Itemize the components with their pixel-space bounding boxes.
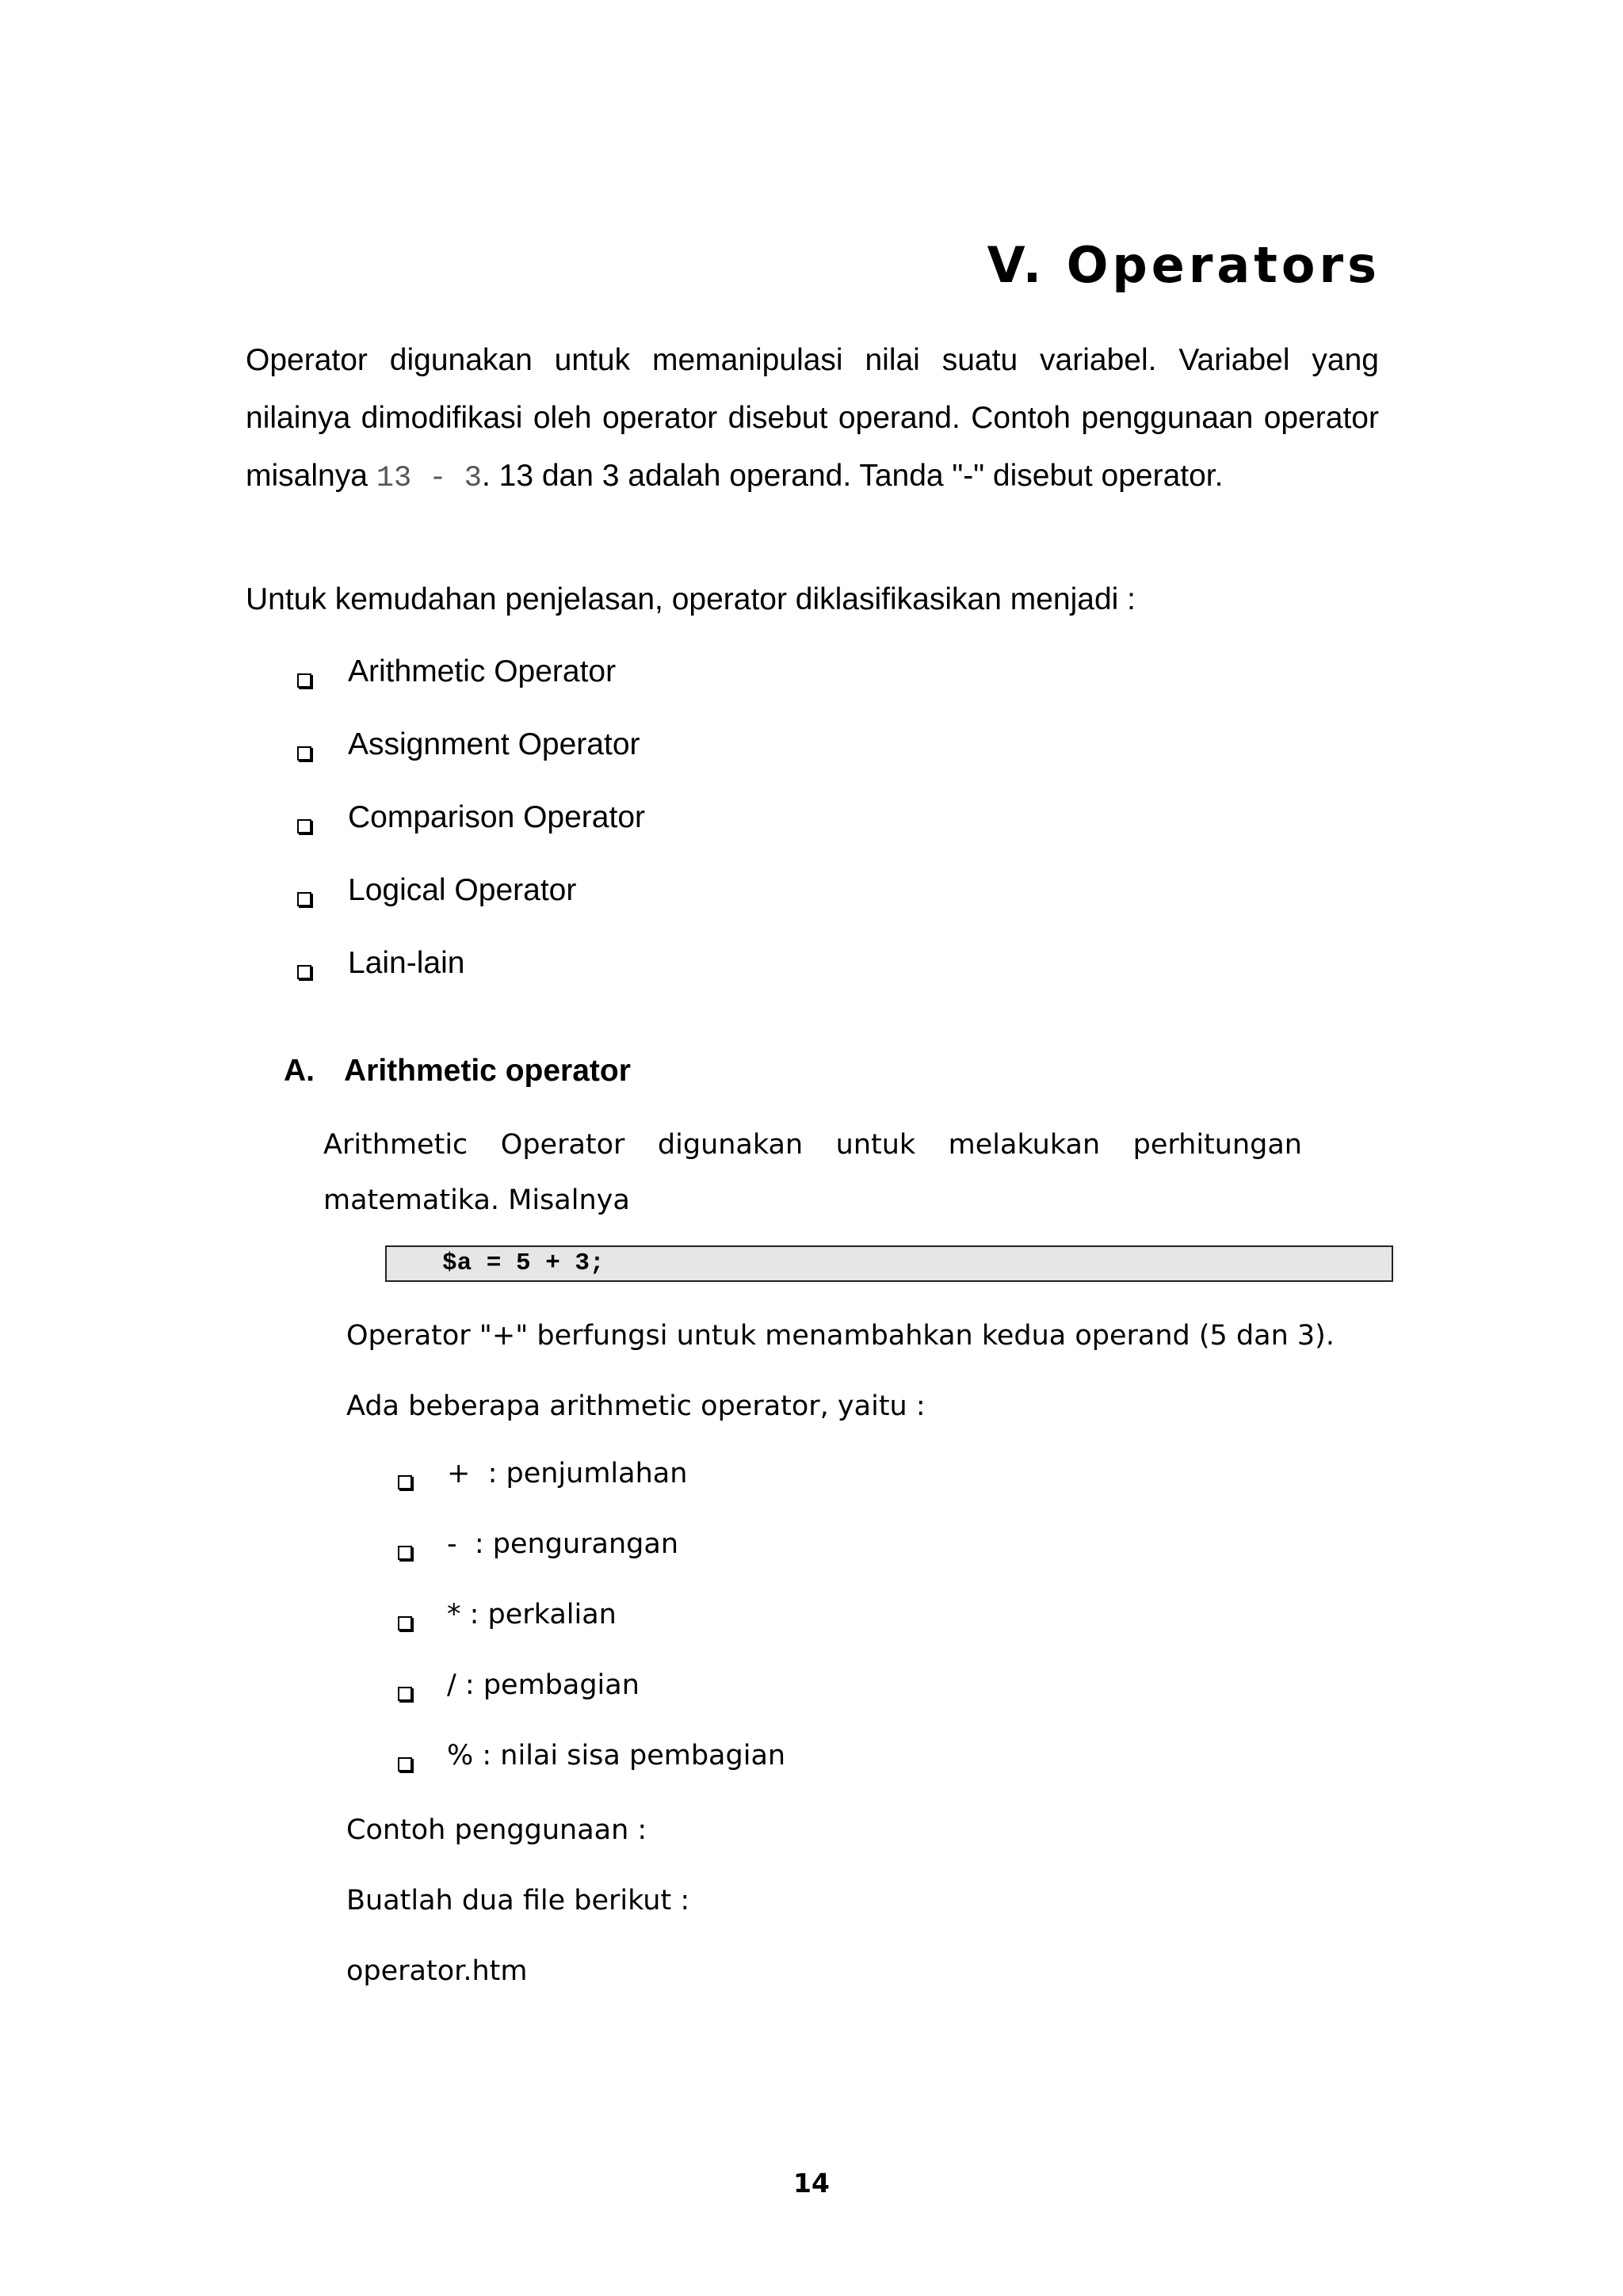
operator-category-list [297, 654, 645, 1019]
list-item-label: % : nilai sisa pembagian [447, 1740, 786, 1772]
list-item-label: / : pembagian [447, 1669, 640, 1701]
arithmetic-intro-line1: Arithmetic Operator digunakan untuk melakukan perhitungan [323, 1129, 1302, 1161]
code-example-box: $a = 5 + 3; [385, 1245, 1393, 1282]
square-bullet-icon [398, 1616, 412, 1630]
list-item [297, 727, 645, 800]
square-bullet-icon [398, 1475, 412, 1489]
list-item-label: Lain-lain [348, 946, 465, 980]
section-heading [284, 1054, 631, 1089]
section-title: Arithmetic operator [344, 1054, 631, 1088]
arithmetic-intro-line2: matematika. Misalnya [323, 1184, 630, 1216]
list-item-label: Comparison Operator [348, 800, 645, 834]
list-item [297, 873, 645, 946]
square-bullet-icon [398, 1757, 412, 1772]
list-item [297, 946, 645, 1019]
square-bullet-icon [398, 1546, 412, 1560]
operator-explanation: Operator "+" berfungsi untuk menambahkan kedua operand (5 dan 3). [346, 1320, 1335, 1352]
inline-code: 13 - 3 [376, 462, 482, 495]
page-number: 14 [793, 2168, 830, 2199]
list-item [398, 1599, 785, 1669]
example-label: Contoh penggunaan : [346, 1814, 647, 1846]
list-item-label: - : pengurangan [447, 1528, 678, 1560]
list-item-label: Assignment Operator [348, 727, 640, 761]
list-item [297, 800, 645, 873]
list-item [398, 1458, 785, 1528]
list-item-label: + : penjumlahan [447, 1458, 688, 1489]
square-bullet-icon [398, 1687, 412, 1701]
section-letter: A. [284, 1054, 315, 1088]
square-bullet-icon [297, 819, 311, 833]
filename-label: operator.htm [346, 1955, 528, 1987]
list-item-label: * : perkalian [447, 1599, 617, 1630]
list-item [297, 654, 645, 727]
arithmetic-operator-list [398, 1458, 785, 1810]
list-item [398, 1669, 785, 1740]
square-bullet-icon [297, 673, 311, 688]
list-item [398, 1740, 785, 1810]
square-bullet-icon [297, 746, 311, 761]
instruction-text: Buatlah dua file berikut : [346, 1885, 690, 1917]
chapter-title: V. Operators [987, 236, 1381, 294]
intro-text-part1: Operator digunakan untuk memanipulasi nilai suatu variabel. Variabel yang nilainya dimodifikasi oleh operator disebut operand. Contoh penggunaan operator misalnya [246, 343, 1379, 493]
list-item-label: Arithmetic Operator [348, 654, 617, 688]
square-bullet-icon [297, 892, 311, 906]
operator-list-lead: Ada beberapa arithmetic operator, yaitu : [346, 1390, 926, 1422]
list-item [398, 1528, 785, 1599]
classification-lead: Untuk kemudahan penjelasan, operator diklasifikasikan menjadi : [246, 582, 1136, 616]
square-bullet-icon [297, 965, 311, 979]
list-item-label: Logical Operator [348, 873, 577, 907]
intro-paragraph [246, 331, 1379, 508]
intro-text-part2: . 13 dan 3 adalah operand. Tanda "-" disebut operator. [481, 459, 1224, 493]
